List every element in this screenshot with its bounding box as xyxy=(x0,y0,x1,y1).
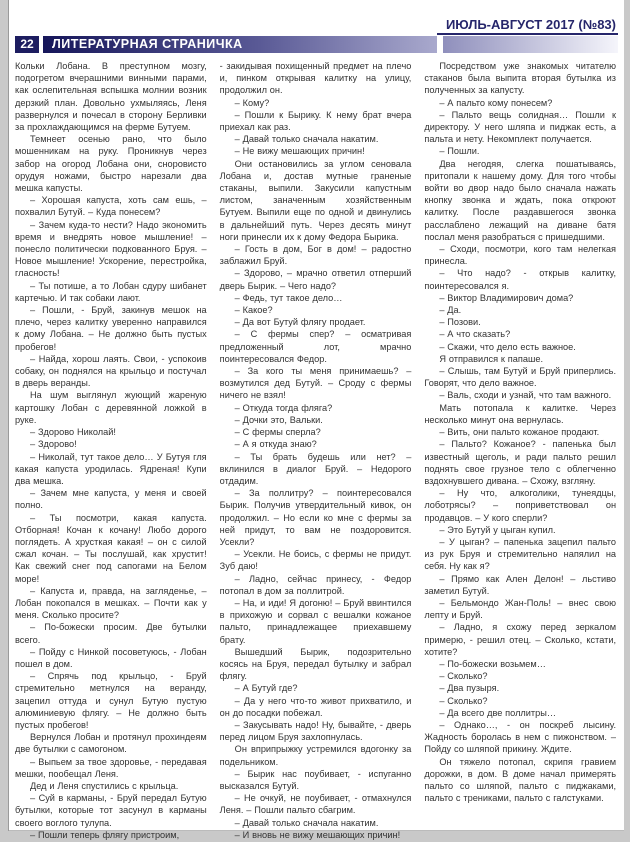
story-paragraph: – Пошли, - Бруй, закинув мешок на плечо, через калитку уверенно направился к дому Лобана. – Не должно быть пустых пробегов! xyxy=(15,305,207,352)
section-masthead xyxy=(15,36,618,53)
story-paragraph: – Сходи, посмотри, кого там нелегкая принесла. xyxy=(424,244,617,267)
story-paragraph: – Да у него что-то живот прихватило, и он до посадки побежал. xyxy=(219,695,412,718)
story-paragraph: – Откуда тогда фляга? xyxy=(234,402,333,413)
story-paragraph: – А пальто кому понесем? xyxy=(439,97,553,108)
story-paragraph: – Виктор Владимирович дома? xyxy=(439,292,574,303)
story-paragraph: – Что надо? - открыв калитку, поинтересовался я. xyxy=(424,268,617,291)
story-paragraph: – Здорово, – мрачно ответил отперший дверь Бырик. – Чего надо? xyxy=(219,268,412,291)
text-column-3 xyxy=(424,60,616,827)
story-paragraph: Они остановились за углом сеновала Лобана и, достав мутные граненые стаканы, выпили. Закусили капустным листом, заначенным хозяйственным Бутуем. Выпили еще по одной и двинулись в дальнейший путь. Через десять минут ноги принесли их к дому Федора Бырика. xyxy=(219,158,412,242)
story-paragraph: – Да всего две поллитры… xyxy=(439,707,557,718)
story-paragraph: – Федь, тут такое дело… xyxy=(234,292,343,303)
story-paragraph: – А Бутуй где? xyxy=(234,683,298,694)
story-paragraph: – Ну что, алкоголики, тунеядцы, лоботрясы? – поприветствовал он продавцов. – У кого сперли? xyxy=(424,488,617,523)
story-paragraph: – Здорово! xyxy=(30,439,77,450)
story-paragraph: – Зачем куда-то нести? Надо экономить время и внедрять новое мышление! – понесло политически подкованного Бруя. – Новое мышление! Ускорение, перестройка, гласность! xyxy=(15,219,207,279)
story-paragraph: – Капуста и, правда, на загляденье, – Лобан покопался в мешках. – Почти как у меня. Сколько просите? xyxy=(15,585,207,621)
story-paragraph: – Не вижу мешающих причин! xyxy=(234,146,365,157)
story-paragraph: – Ладно, я схожу перед зеркалом примерю, - решил отец. – Сколько, кстати, хотите? xyxy=(424,622,617,657)
story-paragraph: – Два пузыря. xyxy=(439,683,500,694)
story-paragraph: – Ты посмотри, какая капуста. Отборная! Кочан к кочану! Любо дорого поглядеть. А хрусткая какая! – он с силой сжал кочан. – Ты послушай, как хрустит! Как свежий снег под сапогами на Белом море! xyxy=(15,512,207,584)
story-paragraph: – Хорошая капуста, хоть сам ешь, – похвалил Бутуй. – Куда понесем? xyxy=(15,195,207,218)
story-paragraph: – Вить, они пальто кожаное продают. xyxy=(439,427,600,438)
story-paragraph: – Выпьем за твое здоровье, - передавая мешки, пообещал Леня. xyxy=(15,756,207,779)
story-paragraph: Он вприпрыжку устремился вдогонку за подельником. xyxy=(219,744,412,767)
story-paragraph: Два негодяя, слегка пошатываясь, притопали к нашему дому. Для того чтобы войти во двор надо было сначала нажать кнопку звонка и ждать, пока откроют калитку. После раздавшегося звонка расслаблено лежащий на диване батя послал меня разобраться с пришедшими. xyxy=(424,158,617,242)
story-paragraph: – Скажи, что дело есть важное. xyxy=(439,341,576,352)
story-paragraph: – Однако…, - он поскреб лысину. Жадность боролась в нем с пижонством. – Пойду со шляпой прикину. Ждите. xyxy=(424,719,617,755)
story-paragraph: – Бельмондо Жан-Поль! – внес свою лепту и Бруй. xyxy=(424,597,617,621)
story-paragraph: – С фермы сперла? xyxy=(234,427,321,438)
story-paragraph: – Кому? xyxy=(234,97,270,108)
story-paragraph: – Позови. xyxy=(439,317,481,328)
story-paragraph: – Гость в дом, Бог в дом! – радостно заблажил Бруй. xyxy=(219,244,412,267)
story-paragraph: – По-божески просим. Две бутылки всего. xyxy=(15,622,207,645)
issue-underline-rule xyxy=(437,33,618,35)
story-paragraph: – По-божески возьмем… xyxy=(439,658,546,669)
story-paragraph: – Не очкуй, не поубивает, - отмахнулся Леня. – Пошли пальто сбагрим. xyxy=(219,793,412,816)
story-paragraph: – А я откуда знаю? xyxy=(234,439,317,450)
text-column-1 xyxy=(15,60,207,840)
story-paragraph: – Ладно, сейчас принесу, - Федор потопал в дом за поллитрой. xyxy=(219,573,412,596)
story-paragraph: – Пошли. xyxy=(439,146,480,157)
story-paragraph: – Да вот Бутуй флягу продает. xyxy=(234,317,366,328)
story-paragraph: Темнеет осенью рано, что было мошенникам на руку. Проникнув через забор на огород Лобана они, сноровисто орудуя ножами, быстро нарезали два мешка капусты. xyxy=(15,134,207,194)
story-paragraph: – С фермы спер? – осматривая предложенный лот, мрачно поинтересовался Федор. xyxy=(219,329,412,364)
story-paragraph: – На, и иди! Я догоню! – Бруй ввинтился в прихожую и сорвал с вешалки кожаное пальто, принадлежащее приехавшему брату. xyxy=(219,597,412,645)
story-paragraph: – Спрячь под крыльцо, - Бруй стремительно метнулся на веранду, зацепил оттуда и сунул Бутую пустую алюминиевую флягу. – Не должно быть пустых пробегов! xyxy=(15,671,207,730)
story-paragraph: – Усекли. Не боись, с фермы не придут. Зуб даю! xyxy=(219,549,412,572)
story-paragraph: – Давай только сначала накатим. xyxy=(234,817,379,828)
story-paragraph: – Ты потише, а то Лобан сдуру шибанет картечью. И так собаки лают. xyxy=(15,280,207,303)
newspaper-page xyxy=(8,0,624,840)
story-paragraph: Он тяжело потопал, скрипя гравием дорожки, в дом. В доме начал примерять пальто со шляпой, пальто с пиджаками, пальто с трениками, пальто с галстуками. xyxy=(424,756,617,804)
text-column-2 xyxy=(219,60,412,840)
story-paragraph: – Давай только сначала накатим. xyxy=(234,134,379,145)
story-paragraph: – А что сказать? xyxy=(439,329,511,340)
story-paragraph: – Какое? xyxy=(234,305,273,316)
story-paragraph: – Слышь, там Бутуй и Бруй приперлись. Говорят, что дело важное. xyxy=(424,366,617,389)
story-paragraph: Вышедший Бырик, подозрительно косясь на Бруя, передал бутылку и забрал флягу. xyxy=(219,646,412,682)
page-number-badge: 22 xyxy=(15,36,39,53)
story-paragraph: - закидывая похищенный предмет на плечо и, пинком открывая калитку на улицу, продолжил он. xyxy=(219,61,412,96)
story-paragraph: – Пальто? Кожаное? - папенька был известный щеголь, и ради пальто решил поднять свое грузное тело с облегченно вздохнувшего дивана. – Схожу, взгляну. xyxy=(424,439,617,486)
story-paragraph: – Ты брать будешь или нет? – вклинился в диалог Бруй. – Недорого отдадим. xyxy=(219,451,412,486)
story-paragraph: Кольки Лобана. В преступном мозгу, подогретом вчерашними винными парами, как ослепительная вспышка молнии возник дерзкий план. Довольно ухмыляясь, Леня развернулся и почесал в сторону Берливки за прохлаждающимся на ферме Бутуем. xyxy=(15,61,207,133)
story-paragraph: Мать потопала к калитке. Через несколько минут она вернулась. xyxy=(424,402,617,425)
story-paragraph: – Пошли теперь флягу пристроим, xyxy=(30,829,180,840)
story-paragraph: – Это Бутуй у цыган купил. xyxy=(439,524,556,535)
story-paragraph: – Закусывать надо! Ну, бывайте, - дверь перед лицом Бруя захлопнулась. xyxy=(219,719,412,743)
story-paragraph: – Николай, тут такое дело… У Бутуя гля какая капуста уродилась. Ядреная! Купи два мешка. xyxy=(15,451,207,486)
story-paragraph: – Здорово Николай! xyxy=(30,427,116,438)
story-paragraph: – Суй в карманы, - Бруй передал Бутую бутылки, которые тот засунул в карманы своего воглого тулупа. xyxy=(15,793,207,828)
story-paragraph: – Зачем мне капуста, у меня и своей полно. xyxy=(15,488,207,511)
article-body xyxy=(15,60,617,840)
story-paragraph: – За кого ты меня принимаешь? – возмутился дед Бутуй. – Сроду с фермы ничего не взял! xyxy=(219,366,412,401)
story-paragraph: – За поллитру? – поинтересовался Бырик. Получив утвердительный кивок, он продолжил. – Но если ко мне с фермы за ней придут, то вам не поздоровится. Усекли? xyxy=(219,488,412,547)
story-paragraph: – И вновь не вижу мешающих причин! xyxy=(234,829,401,840)
story-paragraph: Вернулся Лобан и протянул прохиндеям две бутылки с самогоном. xyxy=(15,732,207,755)
story-paragraph: – У цыган? – папенька зацепил пальто из рук Бруя и стремительно напялил на себя. Ну как я? xyxy=(424,536,617,572)
story-paragraph: – Дочки это, Вальки. xyxy=(234,414,323,425)
story-paragraph: Я отправился к папаше. xyxy=(439,353,544,364)
story-paragraph: – Прямо как Ален Делон! – льстиво заметил Бутуй. xyxy=(424,573,617,596)
issue-date-label: ИЮЛЬ-АВГУСТ 2017 (№83) xyxy=(445,17,616,32)
story-paragraph: – Валь, сходи и узнай, что там важного. xyxy=(439,390,612,401)
story-paragraph: – Найда, хорош лаять. Свои, - успокоив собаку, он поднялся на крыльцо и постучал в дверь веранды. xyxy=(15,353,207,389)
story-paragraph: – Пойду с Нинкой посоветуюсь, - Лобан пошел в дом. xyxy=(15,646,207,669)
story-paragraph: – Сколько? xyxy=(439,695,488,706)
story-paragraph: – Да. xyxy=(439,305,462,316)
story-paragraph: – Бырик нас поубивает, - испуганно высказался Бутуй. xyxy=(219,768,412,791)
section-title-bar: ЛИТЕРАТУРНАЯ СТРАНИЧКА xyxy=(43,36,437,53)
story-paragraph: На шум выглянул жующий жареную картошку Лобан с деревянной ложкой в руке. xyxy=(15,390,207,425)
story-paragraph: – Сколько? xyxy=(439,671,488,682)
story-paragraph: – Пальто вещь солидная… Пошли к директору. У него шляпа и пиджак есть, а пальта и нету. Некомплект получается. xyxy=(424,109,617,145)
story-paragraph: Дед и Леня спустились с крыльца. xyxy=(30,780,179,791)
story-paragraph: Посредством уже знакомых читателю стаканов была выпита вторая бутылка из полученных за капусту. xyxy=(424,61,617,96)
masthead-gradient-strip xyxy=(443,36,618,53)
story-paragraph: – Пошли к Бырику. К нему брат вчера приехал как раз. xyxy=(219,109,412,133)
